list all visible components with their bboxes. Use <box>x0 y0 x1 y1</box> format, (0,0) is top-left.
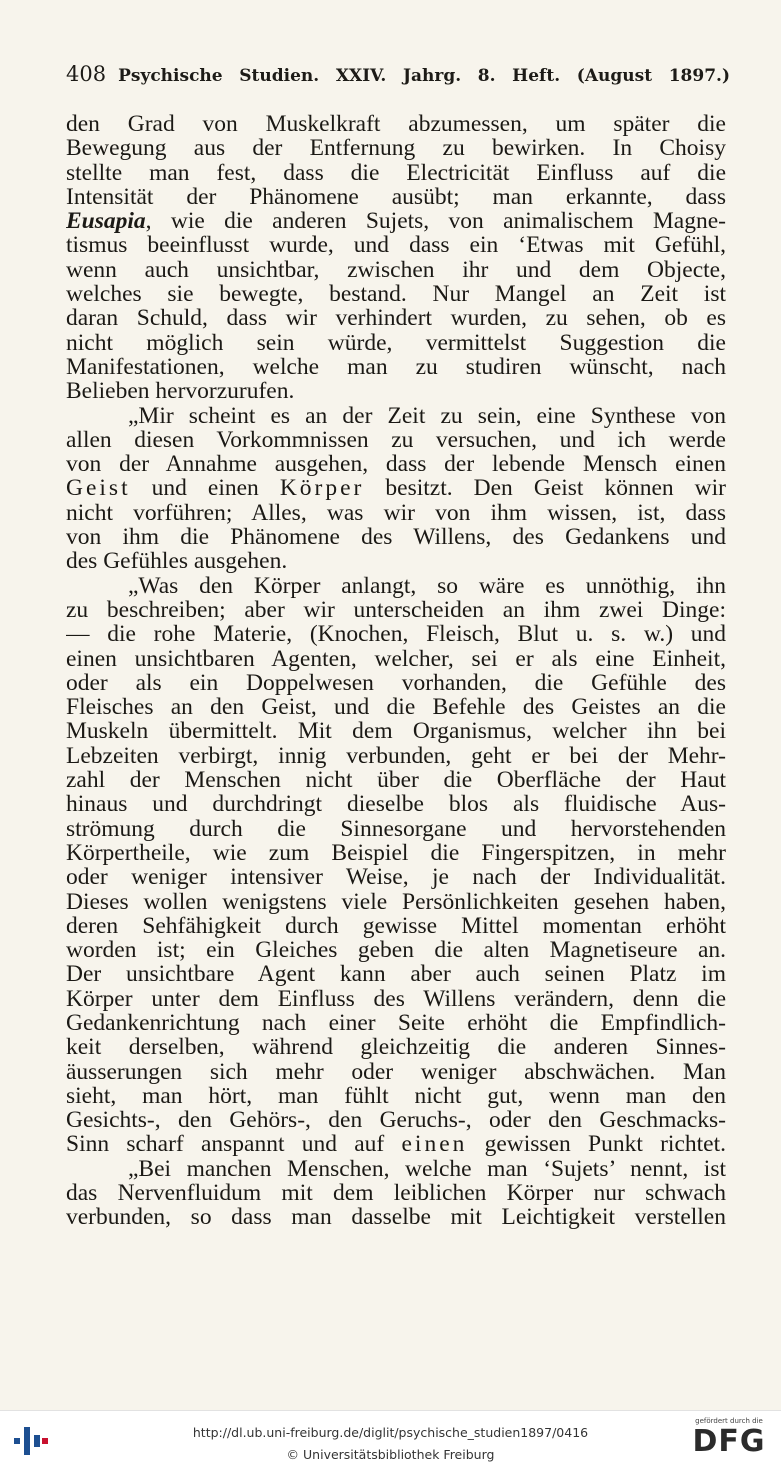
text-line: Manifestationen, welche man zu studiren wünscht, nach <box>66 354 726 380</box>
text-line: Belieben hervorzurufen. <box>66 379 295 404</box>
text-line: Gedankenrichtung nach einer Seite erhöht die Empfindlich- <box>66 1010 726 1036</box>
text-line: deren Sehfähigkeit durch gewisse Mittel momentan erhöht <box>66 913 726 939</box>
text-line: verbunden, so dass man dasselbe mit Leichtigkeit verstellen <box>66 1205 726 1230</box>
text-line: worden ist; ein Gleiches geben die alten Magnetiseure an. <box>66 938 726 963</box>
text-line: wenn auch unsichtbar, zwischen ihr und dem Objecte, <box>66 257 726 283</box>
page-body-text <box>66 112 726 1230</box>
text-line: zu beschreiben; aber wir unterscheiden an ihm zwei Dinge: <box>66 597 726 623</box>
text-line: „Mir scheint es an der Zeit zu sein, eine Synthese von <box>128 403 726 428</box>
dfg-logo-text: DFG <box>692 1424 766 1459</box>
text-line: das Nervenfluidum mit dem leiblichen Körper nur schwach <box>66 1181 726 1206</box>
text-line: Bewegung aus der Entfernung zu bewirken. In Choisy <box>66 136 726 161</box>
text-line: „Was den Körper anlangt, so wäre es unnöthig, ihn <box>128 573 726 598</box>
text-line: oder als ein Doppelwesen vorhanden, die Gefühle des <box>66 670 726 696</box>
dfg-funder-logo <box>689 1417 769 1465</box>
text-line: hinaus und durchdringt dieselbe blos als fluidische Aus- <box>66 792 726 817</box>
text-line: Körper unter dem Einfluss des Willens verändern, denn die <box>66 986 726 1011</box>
funder-caption: gefördert durch die <box>695 1417 763 1425</box>
running-header <box>66 62 730 92</box>
text-line: Geist und einen Körper besitzt. Den Geist können wir <box>66 476 726 501</box>
text-line: tismus beeinflusst wurde, und dass ein ‘Etwas mit Gefühl, <box>66 233 726 258</box>
text-line: allen diesen Vorkommnissen zu versuchen, und ich werde <box>66 427 726 453</box>
text-line: — die rohe Materie, (Knochen, Fleisch, Blut u. s. w.) und <box>66 622 726 647</box>
text-line: stellte man fest, dass die Electricität Einfluss auf die <box>66 160 726 185</box>
text-line: nicht vorführen; Alles, was wir von ihm wissen, ist, dass <box>66 500 726 526</box>
text-line: den Grad von Muskelkraft abzumessen, um später die <box>66 112 726 137</box>
text-line: von der Annahme ausgehen, dass der lebende Mensch einen <box>66 452 726 477</box>
text-line: zahl der Menschen nicht über die Oberfläche der Haut <box>66 768 726 793</box>
copyright-notice: © Universitätsbibliothek Freiburg <box>286 1447 495 1462</box>
text-line: Lebzeiten verbirgt, innig verbunden, geht er bei der Mehr- <box>66 743 726 769</box>
text-line: Intensität der Phänomene ausübt; man erkannte, dass <box>66 184 726 210</box>
text-line: Körpertheile, wie zum Beispiel die Fingerspitzen, in mehr <box>66 840 726 866</box>
text-line: „Bei manchen Menschen, welche man ‘Sujets’ nennt, ist <box>128 1156 726 1182</box>
text-line: einen unsichtbaren Agenten, welcher, sei er als eine Einheit, <box>66 646 726 671</box>
text-line: daran Schuld, dass wir verhindert wurden, zu sehen, ob es <box>66 306 726 331</box>
text-line: nicht möglich sein würde, vermittelst Suggestion die <box>66 330 726 355</box>
text-line: oder weniger intensiver Weise, je nach der Individualität. <box>66 865 726 890</box>
running-title: Psychische Studien. XXIV. Jahrg. 8. Heft. (August 1897.) <box>118 66 730 86</box>
text-line: Dieses wollen wenigstens viele Persönlichkeiten gesehen haben, <box>66 889 726 914</box>
text-line: sieht, man hört, man fühlt nicht gut, wenn man den <box>66 1083 726 1109</box>
text-line: Der unsichtbare Agent kann aber auch seinen Platz im <box>66 962 726 987</box>
text-line: Gesichts-, den Gehörs-, den Geruchs-, oder den Geschmacks- <box>66 1108 726 1133</box>
text-line: Sinn scharf anspannt und auf einen gewissen Punkt richtet. <box>66 1132 726 1157</box>
text-line: welches sie bewegte, bestand. Nur Mangel an Zeit ist <box>66 282 726 307</box>
text-line: Eusapia, wie die anderen Sujets, von animalischem Magne- <box>66 209 726 234</box>
source-url-link[interactable]: http://dl.ub.uni-freiburg.de/diglit/psychische_studien1897/0416 <box>192 1425 589 1440</box>
text-line: äusserungen sich mehr oder weniger abschwächen. Man <box>66 1059 726 1084</box>
page-number: 408 <box>66 62 107 86</box>
text-line: von ihm die Phänomene des Willens, des Gedankens und <box>66 525 726 550</box>
text-line: Fleisches an den Geist, und die Befehle des Geistes an die <box>66 695 726 720</box>
text-line: Muskeln übermittelt. Mit dem Organismus, welcher ihn bei <box>66 719 726 744</box>
text-line: des Gefühles ausgehen. <box>66 549 288 574</box>
text-line: keit derselben, während gleichzeitig die anderen Sinnes- <box>66 1035 726 1060</box>
viewer-footer <box>0 1410 781 1469</box>
text-line: strömung durch die Sinnesorgane und hervorstehenden <box>66 816 726 841</box>
